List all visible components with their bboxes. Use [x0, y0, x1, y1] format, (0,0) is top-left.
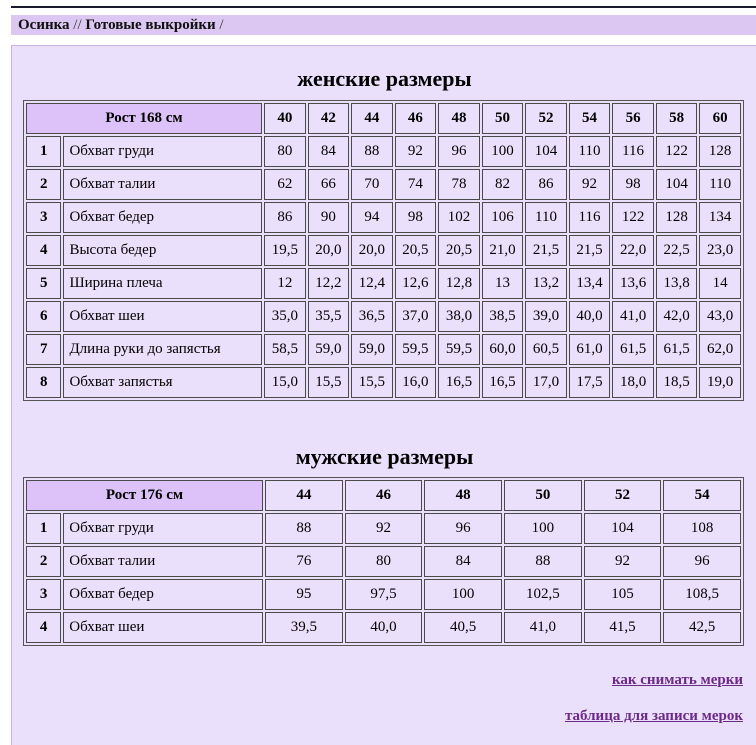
men-value-cell: 100 — [504, 513, 582, 544]
women-row-number: 6 — [26, 301, 61, 332]
men-row-label: Обхват талии — [63, 546, 263, 577]
women-table-row — [26, 202, 741, 233]
women-value-cell: 70 — [351, 169, 393, 200]
women-value-cell: 18,5 — [656, 367, 698, 398]
women-value-cell: 12,6 — [395, 268, 437, 299]
women-value-cell: 59,5 — [438, 334, 480, 365]
women-row-label: Обхват запястья — [63, 367, 262, 398]
women-value-cell: 21,5 — [569, 235, 611, 266]
breadcrumb-separator: // — [69, 17, 86, 33]
women-sizes-table — [23, 100, 744, 401]
men-size-header: 48 — [424, 480, 502, 511]
women-value-cell: 59,0 — [351, 334, 393, 365]
women-size-header: 50 — [482, 103, 524, 134]
women-value-cell: 22,5 — [656, 235, 698, 266]
women-table-row — [26, 334, 741, 365]
content-panel — [11, 45, 756, 745]
women-value-cell: 16,5 — [482, 367, 524, 398]
women-value-cell: 90 — [308, 202, 350, 233]
men-value-cell: 95 — [265, 579, 343, 610]
women-value-cell: 100 — [482, 136, 524, 167]
women-value-cell: 20,5 — [395, 235, 437, 266]
women-value-cell: 60,0 — [482, 334, 524, 365]
women-row-number: 7 — [26, 334, 61, 365]
men-value-cell: 40,0 — [345, 612, 423, 643]
women-value-cell: 61,5 — [612, 334, 654, 365]
women-row-label: Обхват талии — [63, 169, 262, 200]
women-size-header: 44 — [351, 103, 393, 134]
women-value-cell: 78 — [438, 169, 480, 200]
men-value-cell: 104 — [584, 513, 662, 544]
women-value-cell: 39,0 — [525, 301, 567, 332]
men-value-cell: 39,5 — [265, 612, 343, 643]
men-value-cell: 88 — [265, 513, 343, 544]
women-value-cell: 13,8 — [656, 268, 698, 299]
men-value-cell: 100 — [424, 579, 502, 610]
women-value-cell: 58,5 — [264, 334, 306, 365]
women-value-cell: 110 — [525, 202, 567, 233]
women-value-cell: 12 — [264, 268, 306, 299]
women-value-cell: 22,0 — [612, 235, 654, 266]
women-value-cell: 12,2 — [308, 268, 350, 299]
men-row-number: 2 — [26, 546, 61, 577]
women-table-row — [26, 235, 741, 266]
women-table-row — [26, 367, 741, 398]
women-value-cell: 40,0 — [569, 301, 611, 332]
women-value-cell: 66 — [308, 169, 350, 200]
women-row-number: 3 — [26, 202, 61, 233]
women-value-cell: 19,5 — [264, 235, 306, 266]
women-table-row — [26, 136, 741, 167]
women-table-row — [26, 301, 741, 332]
men-value-cell: 88 — [504, 546, 582, 577]
women-value-cell: 59,5 — [395, 334, 437, 365]
women-value-cell: 17,0 — [525, 367, 567, 398]
women-value-cell: 21,0 — [482, 235, 524, 266]
women-value-cell: 23,0 — [699, 235, 741, 266]
women-size-header: 46 — [395, 103, 437, 134]
men-table-row — [26, 579, 741, 610]
women-value-cell: 61,5 — [656, 334, 698, 365]
women-row-label: Обхват бедер — [63, 202, 262, 233]
women-row-label: Ширина плеча — [63, 268, 262, 299]
women-row-number: 5 — [26, 268, 61, 299]
women-value-cell: 35,0 — [264, 301, 306, 332]
women-value-cell: 42,0 — [656, 301, 698, 332]
women-value-cell: 60,5 — [525, 334, 567, 365]
women-row-number: 8 — [26, 367, 61, 398]
men-value-cell: 80 — [345, 546, 423, 577]
men-sizes-title: мужские размеры — [295, 444, 474, 469]
men-value-cell: 92 — [345, 513, 423, 544]
measure-table-link-wrap — [565, 708, 743, 725]
women-size-header: 52 — [525, 103, 567, 134]
women-table-row — [26, 169, 741, 200]
men-value-cell: 102,5 — [504, 579, 582, 610]
women-value-cell: 36,5 — [351, 301, 393, 332]
women-size-header: 42 — [308, 103, 350, 134]
women-row-label: Обхват груди — [63, 136, 262, 167]
women-table-row — [26, 268, 741, 299]
men-row-number: 3 — [26, 579, 61, 610]
women-value-cell: 21,5 — [525, 235, 567, 266]
men-table-row — [26, 546, 741, 577]
women-value-cell: 128 — [656, 202, 698, 233]
women-value-cell: 116 — [569, 202, 611, 233]
men-value-cell: 84 — [424, 546, 502, 577]
top-rule — [11, 6, 756, 8]
women-value-cell: 20,5 — [438, 235, 480, 266]
women-value-cell: 62 — [264, 169, 306, 200]
women-size-header: 60 — [699, 103, 741, 134]
women-value-cell: 38,0 — [438, 301, 480, 332]
women-value-cell: 12,8 — [438, 268, 480, 299]
women-value-cell: 116 — [612, 136, 654, 167]
men-table-row — [26, 612, 741, 643]
women-size-header: 56 — [612, 103, 654, 134]
men-value-cell: 92 — [584, 546, 662, 577]
men-size-header: 52 — [584, 480, 662, 511]
men-height-label: Рост 176 см — [26, 480, 263, 511]
women-value-cell: 84 — [308, 136, 350, 167]
women-value-cell: 110 — [569, 136, 611, 167]
women-value-cell: 14 — [699, 268, 741, 299]
women-value-cell: 88 — [351, 136, 393, 167]
men-table-row — [26, 513, 741, 544]
men-value-cell: 42,5 — [663, 612, 741, 643]
women-value-cell: 15,5 — [351, 367, 393, 398]
women-value-cell: 102 — [438, 202, 480, 233]
women-value-cell: 13 — [482, 268, 524, 299]
measure-table-link[interactable]: таблица для записи мерок — [564, 708, 743, 724]
women-header-row — [26, 103, 741, 134]
women-value-cell: 106 — [482, 202, 524, 233]
how-to-measure-link-wrap — [612, 672, 743, 689]
women-value-cell: 92 — [395, 136, 437, 167]
men-value-cell: 41,0 — [504, 612, 582, 643]
how-to-measure-link[interactable]: как снимать мерки — [611, 672, 743, 688]
women-sizes-title: женские размеры — [297, 66, 472, 91]
men-row-label: Обхват груди — [63, 513, 263, 544]
women-value-cell: 96 — [438, 136, 480, 167]
men-value-cell: 96 — [663, 546, 741, 577]
women-value-cell: 74 — [395, 169, 437, 200]
women-value-cell: 18,0 — [612, 367, 654, 398]
women-value-cell: 13,4 — [569, 268, 611, 299]
women-value-cell: 13,6 — [612, 268, 654, 299]
women-value-cell: 19,0 — [699, 367, 741, 398]
women-value-cell: 128 — [699, 136, 741, 167]
women-height-label: Рост 168 см — [26, 103, 262, 134]
men-size-header: 50 — [504, 480, 582, 511]
women-row-number: 2 — [26, 169, 61, 200]
women-row-number: 4 — [26, 235, 61, 266]
women-value-cell: 15,0 — [264, 367, 306, 398]
women-row-label: Длина руки до запястья — [63, 334, 262, 365]
women-value-cell: 82 — [482, 169, 524, 200]
women-value-cell: 38,5 — [482, 301, 524, 332]
men-row-label: Обхват бедер — [63, 579, 263, 610]
men-value-cell: 40,5 — [424, 612, 502, 643]
women-value-cell: 12,4 — [351, 268, 393, 299]
women-value-cell: 122 — [612, 202, 654, 233]
breadcrumb-section[interactable]: Готовые выкройки — [85, 17, 216, 33]
men-row-number: 1 — [26, 513, 61, 544]
women-value-cell: 62,0 — [699, 334, 741, 365]
women-value-cell: 104 — [656, 169, 698, 200]
women-row-number: 1 — [26, 136, 61, 167]
women-size-header: 40 — [264, 103, 306, 134]
women-value-cell: 80 — [264, 136, 306, 167]
women-value-cell: 92 — [569, 169, 611, 200]
women-value-cell: 15,5 — [308, 367, 350, 398]
women-value-cell: 104 — [525, 136, 567, 167]
women-row-label: Высота бедер — [63, 235, 262, 266]
women-value-cell: 86 — [525, 169, 567, 200]
men-value-cell: 97,5 — [345, 579, 423, 610]
men-value-cell: 41,5 — [584, 612, 662, 643]
women-size-header: 54 — [569, 103, 611, 134]
women-value-cell: 86 — [264, 202, 306, 233]
women-value-cell: 17,5 — [569, 367, 611, 398]
women-value-cell: 98 — [395, 202, 437, 233]
men-size-header: 54 — [663, 480, 741, 511]
men-value-cell: 105 — [584, 579, 662, 610]
women-value-cell: 41,0 — [612, 301, 654, 332]
women-value-cell: 37,0 — [395, 301, 437, 332]
women-value-cell: 98 — [612, 169, 654, 200]
women-value-cell: 134 — [699, 202, 741, 233]
men-value-cell: 108,5 — [663, 579, 741, 610]
women-value-cell: 16,0 — [395, 367, 437, 398]
women-value-cell: 110 — [699, 169, 741, 200]
women-value-cell: 122 — [656, 136, 698, 167]
women-value-cell: 13,2 — [525, 268, 567, 299]
breadcrumb-separator-end: / — [215, 17, 224, 33]
women-value-cell: 59,0 — [308, 334, 350, 365]
men-header-row — [26, 480, 741, 511]
men-value-cell: 96 — [424, 513, 502, 544]
men-value-cell: 76 — [265, 546, 343, 577]
women-row-label: Обхват шеи — [63, 301, 262, 332]
women-value-cell: 20,0 — [351, 235, 393, 266]
women-value-cell: 16,5 — [438, 367, 480, 398]
women-value-cell: 94 — [351, 202, 393, 233]
men-row-label: Обхват шеи — [63, 612, 263, 643]
men-sizes-table — [23, 477, 744, 646]
men-row-number: 4 — [26, 612, 61, 643]
women-value-cell: 43,0 — [699, 301, 741, 332]
men-size-header: 46 — [345, 480, 423, 511]
women-size-header: 58 — [656, 103, 698, 134]
women-value-cell: 20,0 — [308, 235, 350, 266]
women-value-cell: 35,5 — [308, 301, 350, 332]
breadcrumb-home[interactable]: Осинка — [18, 17, 70, 33]
breadcrumb — [11, 15, 756, 35]
men-size-header: 44 — [265, 480, 343, 511]
women-size-header: 48 — [438, 103, 480, 134]
women-value-cell: 61,0 — [569, 334, 611, 365]
men-value-cell: 108 — [663, 513, 741, 544]
